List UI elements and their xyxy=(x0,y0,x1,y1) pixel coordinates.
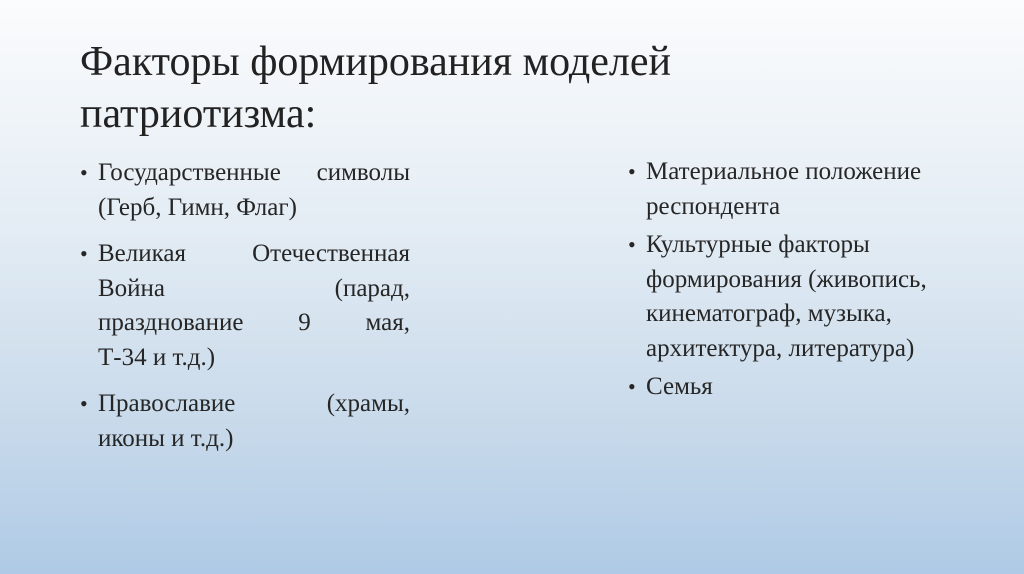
slide-title: Факторы формирования моделей патриотизма: xyxy=(80,39,671,137)
list-item-text: Государственные символы (Герб, Гимн, Флаг) xyxy=(98,159,410,221)
list-item-line: Война (парад, xyxy=(98,274,410,302)
list-item-line: Т-34 и т.д.) xyxy=(98,343,216,371)
list-item-text: Материальное положение респондента xyxy=(646,158,922,220)
list-item-cultural-factors xyxy=(628,228,988,366)
bullet-icon: • xyxy=(628,159,636,184)
list-item-great-patriotic-war xyxy=(80,237,410,375)
bullet-icon: • xyxy=(80,160,88,185)
bullet-icon: • xyxy=(80,241,88,266)
list-item-text: Культурные факторы формирования (живопись, кинематограф, музыка, архитектура, литература) xyxy=(646,231,927,362)
list-item-material-status xyxy=(628,155,988,224)
bullet-icon: • xyxy=(628,374,636,399)
left-bullet-list xyxy=(80,156,410,468)
list-item-family xyxy=(628,370,988,405)
list-item-text: Семья xyxy=(646,373,713,400)
list-item-state-symbols xyxy=(80,156,410,225)
bullet-icon: • xyxy=(80,391,88,416)
list-item-line: празднование 9 мая, xyxy=(98,309,410,336)
right-bullet-list xyxy=(628,155,988,409)
list-item-line: Великая Отечественная xyxy=(98,240,410,267)
list-item-line: иконы и т.д.) xyxy=(98,424,234,452)
list-item-line: Православие (храмы, xyxy=(98,390,410,417)
bullet-icon: • xyxy=(628,232,636,257)
list-item-text xyxy=(98,387,410,456)
list-item-orthodoxy xyxy=(80,387,410,456)
list-item-text xyxy=(98,237,410,375)
